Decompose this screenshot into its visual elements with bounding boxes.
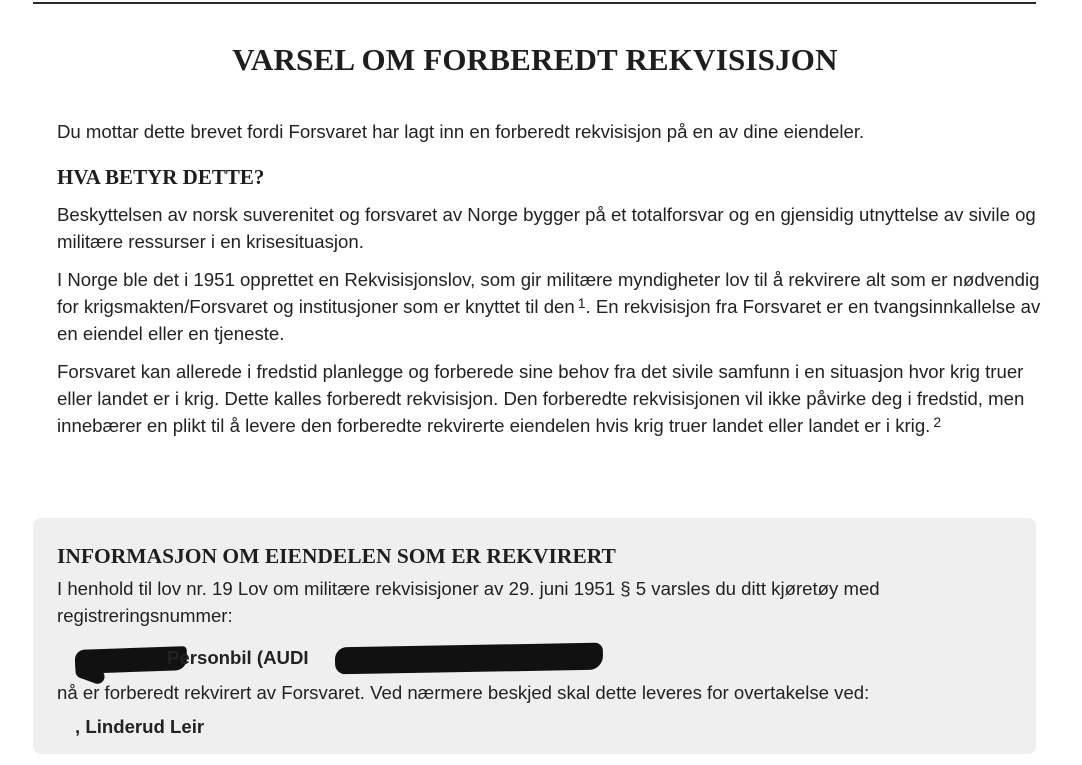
asset-info-legal-text: I henhold til lov nr. 19 Lov om militære rekvisisjoner av 29. juni 1951 § 5 varsles du ditt kjøretøy med registreringsnummer: (57, 578, 880, 626)
letter-body (57, 118, 1042, 450)
delivery-location: , Linderud Leir (75, 716, 205, 737)
prepared-requisition-text: Forsvaret kan allerede i fredstid planlegge og forberede sine behov fra det sivile samfunn i en situasjon hvor krig truer eller landet er i krig. Dette kalles forberedt rekvisisjon. Den forberedte rekvisisjonen vil ikke påvirke deg i fredstid, men innebærer en plikt til å levere den forberedte rekvirerte eiendelen hvis krig truer landet eller landet er i krig. (57, 361, 1025, 436)
page-title: VARSEL OM FORBEREDT REKVISISJON (232, 42, 838, 77)
top-rule (33, 2, 1036, 4)
paragraph-prepared-requisition (57, 358, 1042, 439)
asset-info-heading: INFORMASJON OM EIENDELEN SOM ER REKVIRERT (57, 544, 616, 568)
paragraph-sovereignty: Beskyttelsen av norsk suverenitet og forsvaret av Norge bygger på et totalforsvar og en gjensidig utnyttelse av sivile og militære ressurser i en krisesituasjon. (57, 204, 1036, 252)
requisition-law-text-cont: . En rekvisisjon fra Forsvaret er en tvangsinnkallelse av en eiendel eller en tjeneste. (57, 296, 1041, 344)
footnote-1-marker: 1 (577, 295, 586, 311)
requisition-law-text: I Norge ble det i 1951 opprettet en Rekvisisjonslov, som gir militære myndigheter lov til å rekvirere alt som er nødvendig for krigsmakten/Forsvaret og institusjoner som er knyttet til den (57, 269, 1040, 317)
footnote-2-marker: 2 (933, 414, 942, 430)
asset-info-delivery-text: nå er forberedt rekvirert av Forsvaret. Ved nærmere beskjed skal dette leveres for overtakelse ved: (57, 682, 870, 703)
paragraph-requisition-law (57, 266, 1042, 347)
section-heading-what-does-this-mean: HVA BETYR DETTE? (57, 165, 265, 189)
redaction-mark-model (335, 643, 603, 675)
intro-paragraph: Du mottar dette brevet fordi Forsvaret har lagt inn en forberedt rekvisisjon på en av dine eiendeler. (57, 121, 865, 142)
asset-info-box (33, 518, 1036, 754)
vehicle-line (75, 643, 1017, 673)
vehicle-description: Personbil (AUDI (167, 647, 309, 668)
